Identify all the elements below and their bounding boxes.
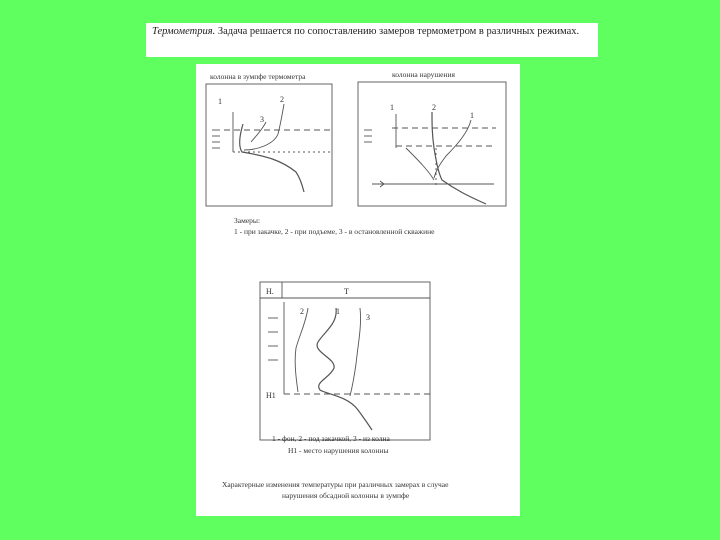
- bottom-caption-2: H1 - место нарушения колонны: [288, 446, 389, 455]
- tr-label-3: 1: [470, 111, 474, 120]
- legend-line: 1 - при закачке, 2 - при подъеме, 3 - в остановленной скважине: [234, 227, 435, 236]
- bottom-header-h: H.: [266, 287, 274, 296]
- title-italic: Термометрия.: [152, 26, 216, 37]
- tr-label-2: 2: [432, 103, 436, 112]
- tl-label-2: 2: [280, 95, 284, 104]
- bottom-header-t: T: [344, 287, 349, 296]
- figure-caption-2: нарушения обсадной колонны в зумпфе: [282, 491, 410, 500]
- tr-label-1: 1: [390, 103, 394, 112]
- bottom-curve-label-3: 3: [366, 313, 370, 322]
- top-right-panel: [358, 82, 506, 206]
- bottom-h1-label: H1: [266, 391, 276, 400]
- bottom-curve-label-1: 1: [336, 307, 340, 316]
- tl-label-3: 3: [260, 115, 264, 124]
- legend-heading: Замеры:: [234, 216, 261, 225]
- top-left-caption: колонна в зумпфе термометра: [210, 72, 306, 81]
- top-left-panel: [206, 84, 332, 206]
- bottom-curve-label-2: 2: [300, 307, 304, 316]
- scanned-page: [196, 64, 520, 516]
- bottom-panel: [260, 282, 430, 440]
- top-right-caption: колонна нарушения: [392, 70, 455, 79]
- tl-label-1: 1: [218, 97, 222, 106]
- figure-caption-1: Характерные изменения температуры при различных замерах в случае: [222, 480, 449, 489]
- title-text: Задача решается по сопоставлению замеров термометром в различных режимах.: [217, 26, 580, 37]
- bottom-caption-1: 1 - фон, 2 - под закачкой, 3 - из колна: [272, 434, 390, 443]
- slide-title: [146, 23, 598, 57]
